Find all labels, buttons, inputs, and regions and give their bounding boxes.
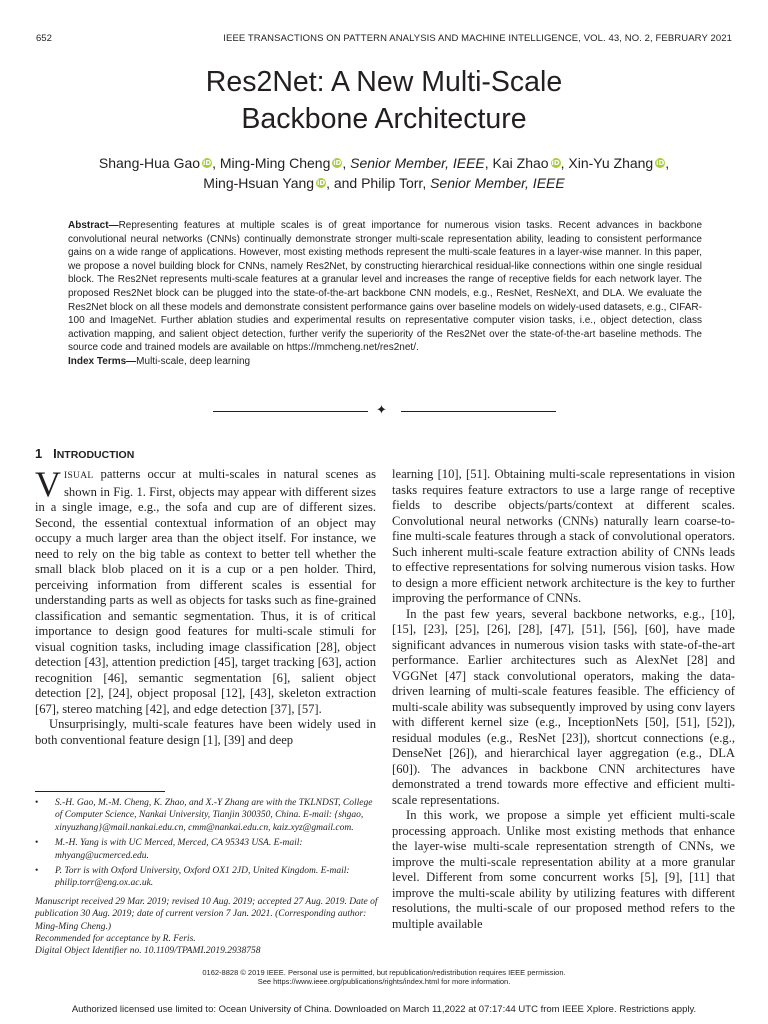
authorized-use-notice: Authorized licensed use limited to: Ocean University of China. Downloaded on March 11,2022 at 07:17:44 UTC from IEEE Xplore. Restrictions apply. <box>71 1004 697 1015</box>
recommended-by: Recommended for acceptance by R. Feris. <box>35 934 196 945</box>
footnotes <box>35 797 380 958</box>
paragraph: In this work, we propose a simple yet efficient multi-scale processing approach. Unlike most existing methods that enhance the layer-wise multi-scale representation strength of CNNs, we improve the multi-scale representation ability at a more granular level. Different from some concurrent works [5], [9], [11] that improve the multi-scale ability by utilizing features with different resolutions, the multi-scale of our proposed method refers to the multiple available <box>392 808 735 931</box>
abstract-label: Abstract— <box>68 220 119 231</box>
title-line-2: Backbone Architecture <box>241 103 527 135</box>
title-line-1: Res2Net: A New Multi-Scale <box>205 66 563 98</box>
divider-line-left <box>213 411 368 412</box>
divider-line-right <box>401 411 556 412</box>
paragraph-text: patterns occur at multi-scales in natural scenes as shown in Fig. 1. First, objects may appear with different sizes in a single image, e.g., the sofa and cup are of different sizes. Second, the essential contextual information of an object may occupy a much larger area than the object itself. For instance, we need to rely on the big table as context to better tell whether the small black blob placed on it is a cup or a pen holder. Third, perceiving information from different scales is essential for understanding parts as well as objects for tasks such as fine-grained classification and semantic segmentation. Thus, it is of critical importance to design good features for multi-scale stimuli for visual cognition tasks, including image classification [28], object detection [43], attention prediction [45], target tracking [63], action recognition [46], semantic segmentation [6], salient object detection [2], [24], object proposal [12], [43], skeleton extraction [67], stereo matching [42], and edge detection [37], [57]. <box>35 467 376 716</box>
copyright-line: See https://www.ieee.org/publications/rights/index.html for more information. <box>257 977 511 986</box>
copyright-line: 0162-8828 © 2019 IEEE. Personal use is permitted, but republication/redistribution requires IEEE permission. <box>202 968 566 977</box>
abstract <box>68 219 702 355</box>
paragraph: learning [10], [51]. Obtaining multi-scale representations in vision tasks requires feature extractors to use a large range of receptive fields to describe objects/parts/context at different scales. Convolutional neural networks (CNNs) naturally learn coarse-to-fine multi-scale features through a stack of convolutional operators. Such inherent multi-scale feature extraction ability of CNNs leads to effective representations for solving numerous vision tasks. How to design a more efficient network architecture is the key to further improving the performance of CNNs. <box>392 467 735 605</box>
manuscript-dates: Manuscript received 29 Mar. 2019; revised 10 Aug. 2019; accepted 27 Aug. 2019. Date of publication 30 Aug. 2019; date of current version 7 Jan. 2021. (Corresponding author: Ming-Ming Cheng.) <box>35 896 378 932</box>
doi: Digital Object Identifier no. 10.1109/TPAMI.2019.2938758 <box>35 946 261 957</box>
left-column <box>35 464 376 748</box>
author-name: Shang-Hua Gao <box>98 155 201 171</box>
footnote-affiliation: • P. Torr is with Oxford University, Oxford OX1 2JD, United Kingdom. E-mail: philip.torr@eng.ox.ac.uk. <box>35 865 380 890</box>
section-title-initial: I <box>53 446 57 461</box>
section-number: 1 <box>35 446 43 461</box>
index-terms-text: Multi-scale, deep learning <box>136 356 251 367</box>
author-role: Senior Member, IEEE <box>430 175 565 191</box>
dropcap: V <box>35 464 61 504</box>
author-name: Ming-Hsuan Yang <box>203 175 315 191</box>
author-list: Shang-Hua Gao iD, Ming-Ming Cheng iD, Senior Member, IEEE, Kai Zhao iD, Xin-Yu Zhang iD, Ming-Hsuan Yang iD, and Philip Torr, Senior Member, IEEE <box>98 155 670 191</box>
abstract-text: Representing features at multiple scales is of great importance for numerous vision tasks. Recent advances in backbone convolutional neural networks (CNNs) continually demonstrate stronger multi-scale representation ability, leading to consistent performance gains on a wide range of applications. However, most existing methods represent the multi-scale features in a layer-wise manner. In this paper, we propose a novel building block for CNNs, namely Res2Net, by constructing hierarchical residual-like connections within one single residual block. The Res2Net represents multi-scale features at a granular level and increases the range of receptive fields for each network layer. The proposed Res2Net block can be plugged into the state-of-the-art backbone CNN models, e.g., ResNet, ResNeXt, and DLA. We evaluate the Res2Net block on all these models and demonstrate consistent performance gains over baseline models on widely-used datasets, e.g., CIFAR-100 and ImageNet. Further ablation studies and experimental results on representative computer vision tasks, i.e., object detection, class activation mapping, and salient object detection, further verify the superiority of the Res2Net over the state-of-the-art baseline methods. The source code and trained models are available on https://mmcheng.net/res2net/. <box>68 220 702 354</box>
copyright-notice <box>0 968 768 986</box>
footnote-rule <box>35 791 165 792</box>
author-name: Xin-Yu Zhang <box>568 155 654 171</box>
index-terms-label: Index Terms— <box>68 356 137 367</box>
orcid-icon[interactable]: iD <box>551 159 560 167</box>
paragraph <box>35 464 376 717</box>
footnote-affiliation: • S.-H. Gao, M.-M. Cheng, K. Zhao, and X.-Y Zhang are with the TKLNDST, College of Computer Science, Nankai University, Tianjin 300350, China. E-mail: {shgao, xinyuzhang}@mail.nankai.edu.cn, cmm@nankai.edu.cn, kaiz.xyz@gmail.com. <box>35 797 380 834</box>
author-name: Ming-Ming Cheng <box>219 155 331 171</box>
footnote-affiliation: • M.-H. Yang is with UC Merced, Merced, CA 95343 USA. E-mail: mhyang@ucmerced.edu. <box>35 837 380 862</box>
section-title-rest: NTRODUCTION <box>56 449 135 461</box>
divider-star-icon: ✦ <box>376 402 387 417</box>
paragraph: In the past few years, several backbone networks, e.g., [10], [15], [23], [25], [26], [28], [47], [51], [56], [60], have made significant advances in numerous vision tasks with state-of-the-art performance. Earlier architectures such as AlexNet [28] and VGGNet [47] stack convolutional operators, making the data-driven learning of multi-scale features feasible. The efficiency of multi-scale ability was subsequently improved by using conv layers with different kernel size (e.g., InceptionNets [50], [51], [52]), residual modules (e.g., ResNet [23]), shortcut connections (e.g., DenseNet [26]), and hierarchical layer aggregation (e.g., DLA [60]). The advances in backbone CNN architectures have demonstrated a trend towards more effective and efficient multi-scale representations. <box>392 606 735 807</box>
orcid-icon[interactable]: iD <box>316 179 326 187</box>
orcid-icon[interactable]: iD <box>656 159 665 167</box>
index-terms <box>68 356 250 367</box>
orcid-icon[interactable]: iD <box>333 159 342 167</box>
author-conjunction: and <box>333 175 358 191</box>
section-divider <box>213 402 556 417</box>
author-name: Philip Torr <box>361 175 423 191</box>
author-role: Senior Member, IEEE <box>350 155 485 171</box>
page-number: 652 <box>36 33 52 44</box>
orcid-icon[interactable]: iD <box>202 159 212 167</box>
paper-title <box>0 64 768 138</box>
author-name: Kai Zhao <box>492 155 549 171</box>
journal-header: IEEE TRANSACTIONS ON PATTERN ANALYSIS AND MACHINE INTELLIGENCE, VOL. 43, NO. 2, FEBRUARY 2021 <box>223 33 732 44</box>
smallcaps-lead: ISUAL <box>64 471 94 481</box>
section-heading <box>35 446 134 461</box>
paragraph: Unsurprisingly, multi-scale features have been widely used in both conventional feature design [1], [39] and deep <box>35 717 376 747</box>
right-column <box>392 467 735 932</box>
